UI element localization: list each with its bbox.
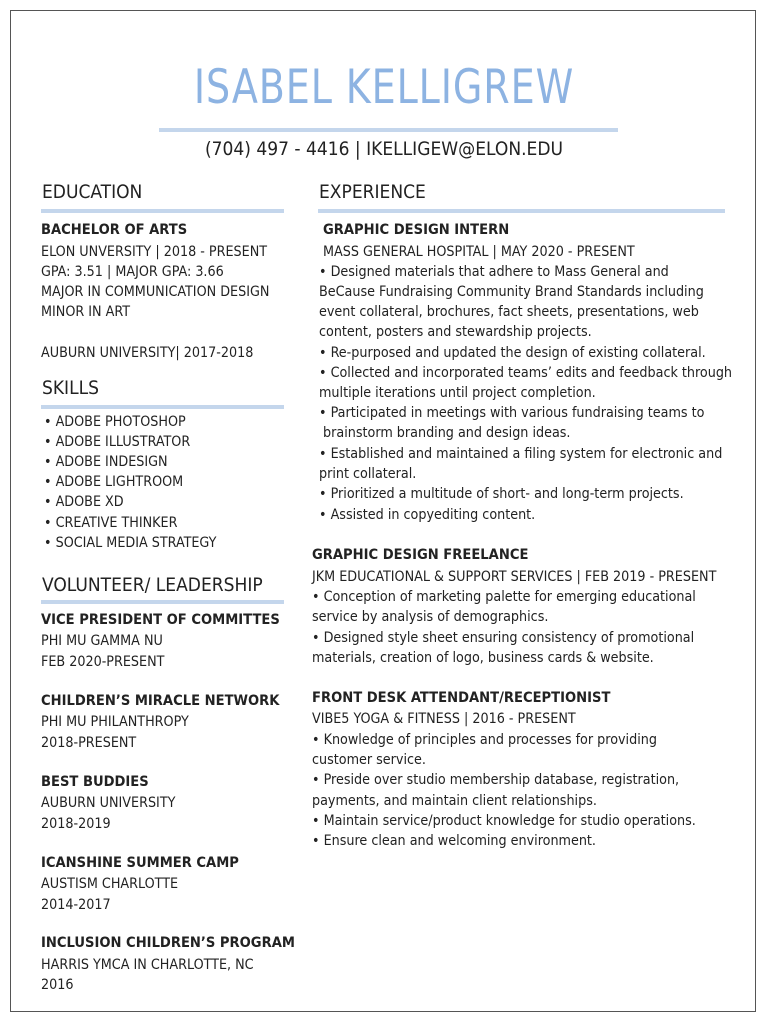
job-detail-line: customer service. bbox=[312, 752, 426, 768]
job-detail-line: • Re-purposed and updated the design of existing collateral. bbox=[319, 345, 706, 361]
job-detail-line: • Ensure clean and welcoming environment. bbox=[312, 833, 596, 849]
volunteer-title: INCLUSION CHILDREN’S PROGRAM bbox=[41, 934, 295, 951]
skills-heading: SKILLS bbox=[42, 377, 99, 399]
experience-divider bbox=[318, 209, 725, 213]
name-divider bbox=[159, 128, 618, 132]
degree-title: BACHELOR OF ARTS bbox=[41, 221, 188, 238]
job-detail-line: BeCause Fundraising Community Brand Standards including bbox=[319, 284, 704, 300]
job-title: GRAPHIC DESIGN INTERN bbox=[323, 221, 510, 238]
contact-info: (704) 497 - 4416 | IKELLIGEW@ELON.EDU bbox=[204, 138, 564, 160]
candidate-name: ISABEL KELLIGREW bbox=[193, 60, 575, 115]
volunteer-title: ICANSHINE SUMMER CAMP bbox=[41, 854, 239, 871]
job-title: GRAPHIC DESIGN FREELANCE bbox=[312, 546, 529, 563]
education-heading: EDUCATION bbox=[42, 181, 143, 203]
job-detail-line: • Prioritized a multitude of short- and long-term projects. bbox=[319, 486, 684, 502]
skill-item: • ADOBE XD bbox=[44, 494, 124, 510]
education-line: GPA: 3.51 | MAJOR GPA: 3.66 bbox=[41, 264, 224, 280]
volunteer-date: 2014-2017 bbox=[41, 897, 111, 913]
job-detail-line: • Collected and incorporated teams’ edits and feedback through bbox=[319, 365, 733, 381]
skill-item: • ADOBE PHOTOSHOP bbox=[44, 414, 186, 430]
job-detail-line: service by analysis of demographics. bbox=[312, 609, 549, 625]
skill-item: • SOCIAL MEDIA STRATEGY bbox=[44, 535, 217, 551]
volunteer-date: 2016 bbox=[41, 977, 74, 993]
job-detail-line: • Designed materials that adhere to Mass General and bbox=[319, 264, 669, 280]
job-detail-line: • Established and maintained a filing system for electronic and bbox=[319, 446, 723, 462]
education-line: ELON UNVERSITY | 2018 - PRESENT bbox=[41, 244, 268, 260]
job-detail-line: print collateral. bbox=[319, 466, 417, 482]
experience-heading: EXPERIENCE bbox=[319, 181, 426, 203]
volunteer-date: FEB 2020-PRESENT bbox=[41, 654, 165, 670]
volunteer-divider bbox=[41, 600, 284, 604]
skills-divider bbox=[41, 405, 284, 409]
skill-item: • ADOBE ILLUSTRATOR bbox=[44, 434, 191, 450]
job-subtitle: JKM EDUCATIONAL & SUPPORT SERVICES | FEB 2019 - PRESENT bbox=[312, 569, 717, 585]
volunteer-heading: VOLUNTEER/ LEADERSHIP bbox=[42, 574, 263, 596]
job-detail-line: • Participated in meetings with various fundraising teams to bbox=[319, 405, 705, 421]
volunteer-org: AUSTISM CHARLOTTE bbox=[41, 876, 179, 892]
job-subtitle: VIBE5 YOGA & FITNESS | 2016 - PRESENT bbox=[312, 711, 576, 727]
volunteer-org: PHI MU PHILANTHROPY bbox=[41, 714, 189, 730]
education-line: MAJOR IN COMMUNICATION DESIGN bbox=[41, 284, 270, 300]
education-line: MINOR IN ART bbox=[41, 304, 131, 320]
skill-item: • ADOBE INDESIGN bbox=[44, 454, 168, 470]
volunteer-org: HARRIS YMCA IN CHARLOTTE, NC bbox=[41, 957, 254, 973]
skill-item: • CREATIVE THINKER bbox=[44, 515, 178, 531]
job-detail-line: • Preside over studio membership database, registration, bbox=[312, 772, 680, 788]
volunteer-date: 2018-PRESENT bbox=[41, 735, 137, 751]
volunteer-org: AUBURN UNIVERSITY bbox=[41, 795, 176, 811]
job-detail-line: • Designed style sheet ensuring consistency of promotional bbox=[312, 630, 695, 646]
volunteer-date: 2018-2019 bbox=[41, 816, 111, 832]
job-detail-line: content, posters and stewardship projects. bbox=[319, 324, 592, 340]
volunteer-title: CHILDREN’S MIRACLE NETWORK bbox=[41, 692, 280, 709]
volunteer-org: PHI MU GAMMA NU bbox=[41, 633, 163, 649]
job-detail-line: • Conception of marketing palette for emerging educational bbox=[312, 589, 696, 605]
job-detail-line: multiple iterations until project completion. bbox=[319, 385, 596, 401]
job-detail-line: payments, and maintain client relationships. bbox=[312, 793, 597, 809]
education-divider bbox=[41, 209, 284, 213]
job-subtitle: MASS GENERAL HOSPITAL | MAY 2020 - PRESENT bbox=[323, 244, 635, 260]
job-detail-line: event collateral, brochures, fact sheets, presentations, web bbox=[319, 304, 699, 320]
skill-item: • ADOBE LIGHTROOM bbox=[44, 474, 184, 490]
education-line-auburn: AUBURN UNIVERSITY| 2017-2018 bbox=[41, 345, 254, 361]
job-detail-line: • Knowledge of principles and processes for providing bbox=[312, 732, 657, 748]
job-detail-line: materials, creation of logo, business cards & website. bbox=[312, 650, 654, 666]
job-title: FRONT DESK ATTENDANT/RECEPTIONIST bbox=[312, 689, 611, 706]
volunteer-title: BEST BUDDIES bbox=[41, 773, 149, 790]
job-detail-line: • Assisted in copyediting content. bbox=[319, 507, 536, 523]
job-detail-line: brainstorm branding and design ideas. bbox=[319, 425, 571, 441]
job-detail-line: • Maintain service/product knowledge for studio operations. bbox=[312, 813, 696, 829]
volunteer-title: VICE PRESIDENT OF COMMITTES bbox=[41, 611, 280, 628]
